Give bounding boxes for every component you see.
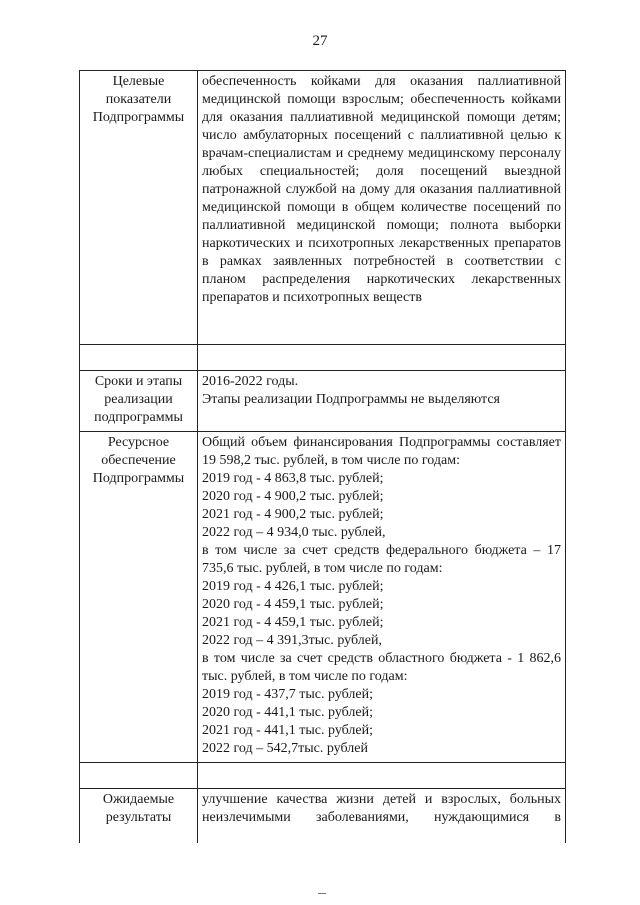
content-resources — [198, 432, 566, 763]
row-spacer — [80, 763, 566, 789]
row-spacer — [80, 345, 566, 371]
expected-results-line-2: неизлечимыми заболеваниями, нуждающимися в — [202, 810, 561, 825]
expected-results-line-1: улучшение качества жизни детей и взрослых, больных — [202, 792, 561, 807]
target-indicators-text: обеспеченность койками для оказания паллиативной медицинской помощи взрослым; обеспеченность койками для оказания паллиативной медицинской помощи детям; число амбулаторных посещений с паллиативной целью к врачам-специалистам и среднему медицинскому персоналу любых специальностей; доля посещений выездной патронажной службой на дому для оказания паллиативной медицинской помощи в общем количестве посещений по паллиативной медицинской помощи; полнота выборки наркотических и психотропных лекарственных препаратов в рамках заявленных потребностей в соответствии с планом распределения наркотических лекарственных препаратов и психотропных веществ — [202, 74, 561, 305]
resources-intro: Общий объем финансирования Подпрограммы составляет 19 598,2 тыс. рублей, в том числе по годам: — [202, 435, 561, 468]
row-timing — [80, 371, 566, 432]
regional-intro: в том числе за счет средств областного бюджета - 1 862,6 тыс. рублей, в том числе по годам: — [202, 651, 561, 684]
regional-2019: 2019 год - 437,7 тыс. рублей; — [202, 687, 374, 702]
page-number: 27 — [312, 33, 328, 49]
timing-stages: Этапы реализации Подпрограммы не выделяются — [202, 392, 500, 407]
federal-2019: 2019 год - 4 426,1 тыс. рублей; — [202, 579, 384, 594]
content-timing — [198, 371, 566, 432]
row-expected-results — [80, 789, 566, 844]
label-target-indicators: Целевые показатели Подпрограммы — [80, 71, 198, 345]
federal-2022: 2022 год – 4 391,3тыс. рублей, — [202, 633, 382, 648]
timing-years: 2016-2022 годы. — [202, 374, 299, 389]
scan-mark — [318, 893, 326, 894]
passport-table — [79, 70, 566, 843]
label-expected-results: Ожидаемые результаты — [80, 789, 198, 844]
total-2019: 2019 год - 4 863,8 тыс. рублей; — [202, 471, 384, 486]
federal-intro: в том числе за счет средств федерального бюджета – 17 735,6 тыс. рублей, в том числе по годам: — [202, 543, 561, 576]
federal-2020: 2020 год - 4 459,1 тыс. рублей; — [202, 597, 384, 612]
row-resources — [80, 432, 566, 763]
federal-2021: 2021 год - 4 459,1 тыс. рублей; — [202, 615, 384, 630]
content-target-indicators — [198, 71, 566, 345]
total-2021: 2021 год - 4 900,2 тыс. рублей; — [202, 507, 384, 522]
total-2022: 2022 год – 4 934,0 тыс. рублей, — [202, 525, 386, 540]
label-timing: Сроки и этапы реализации подпрограммы — [80, 371, 198, 432]
total-2020: 2020 год - 4 900,2 тыс. рублей; — [202, 489, 384, 504]
regional-2020: 2020 год - 441,1 тыс. рублей; — [202, 705, 374, 720]
row-target-indicators — [80, 71, 566, 345]
content-expected-results — [198, 789, 566, 844]
label-resources: Ресурсное обеспечение Подпрограммы — [80, 432, 198, 763]
regional-2022: 2022 год – 542,7тыс. рублей — [202, 741, 368, 756]
regional-2021: 2021 год - 441,1 тыс. рублей; — [202, 723, 374, 738]
